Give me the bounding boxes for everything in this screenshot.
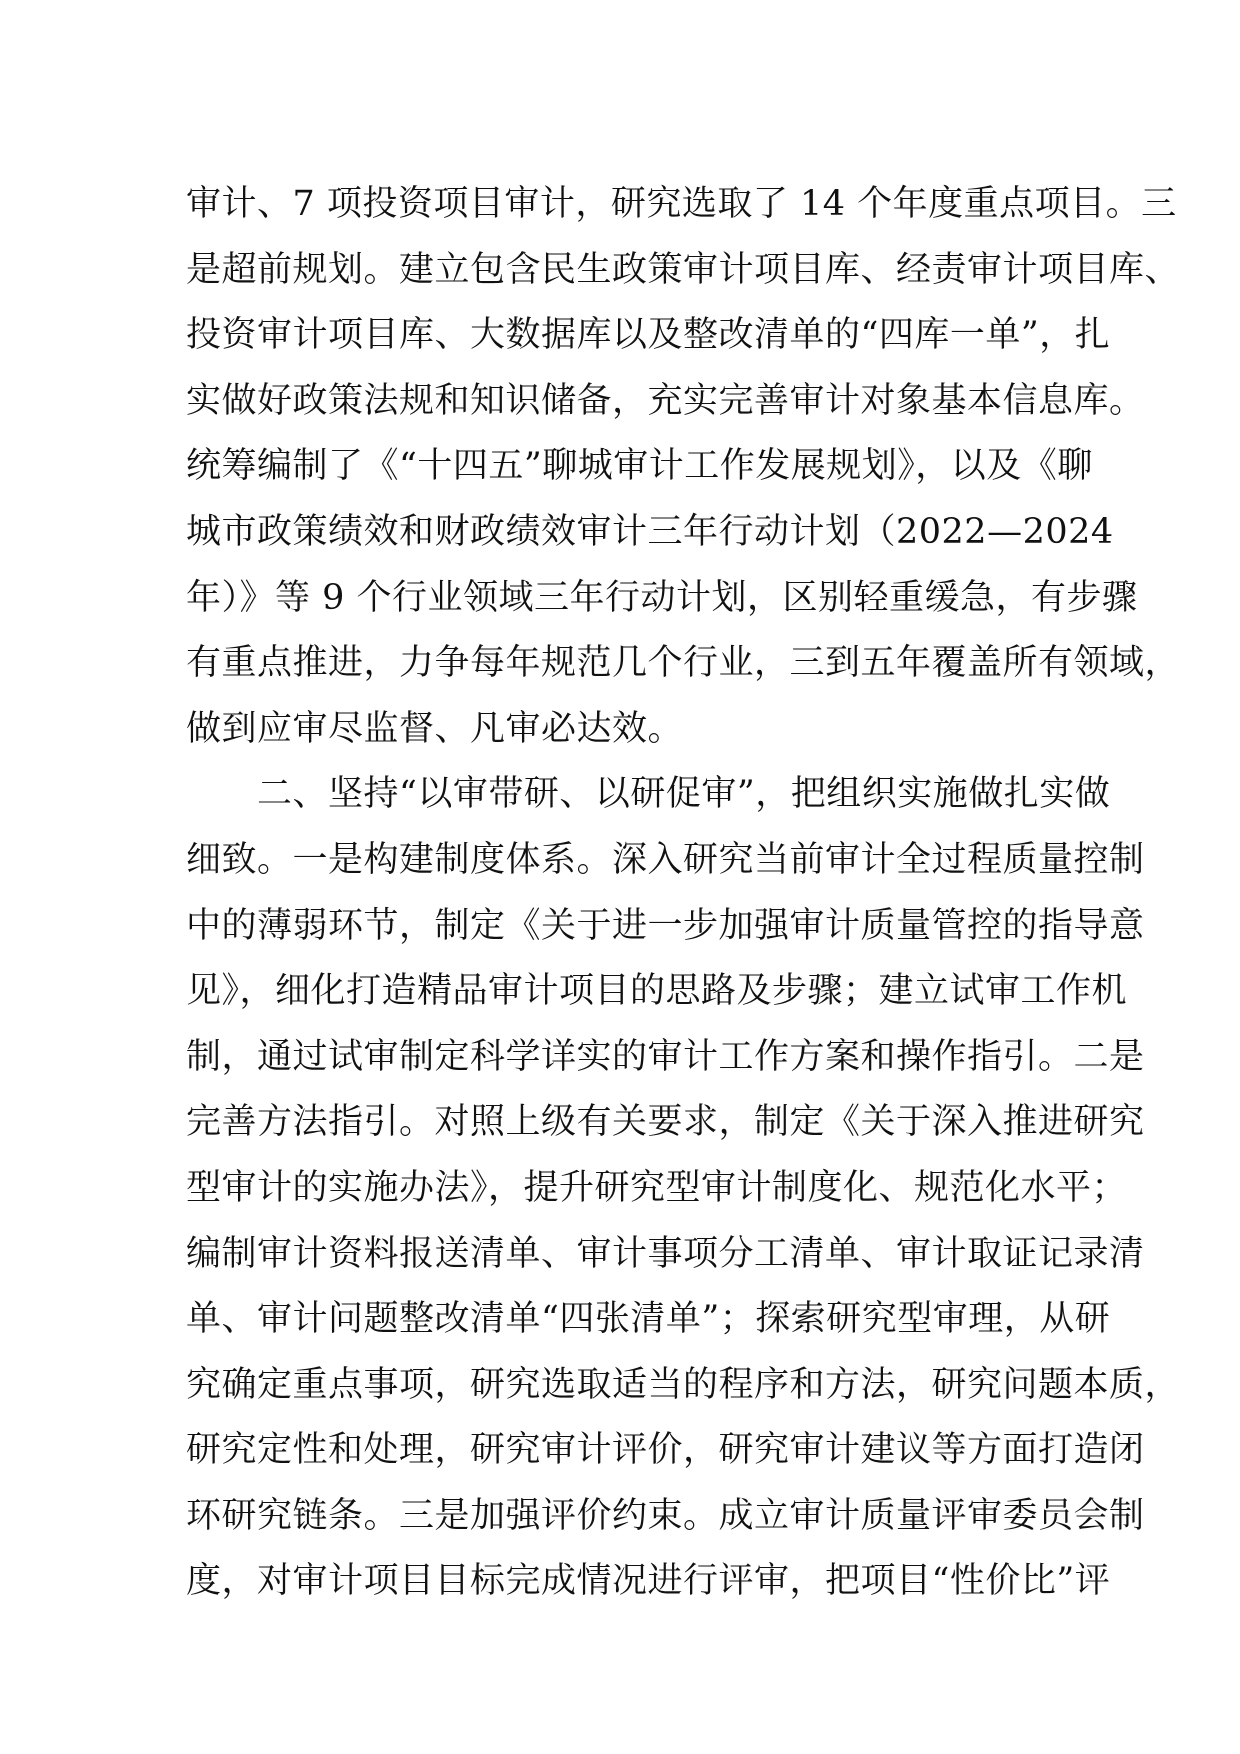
text-line: 投资审计项目库、大数据库以及整改清单的“四库一单”，扎 (186, 315, 1111, 356)
text-line: 实做好政策法规和知识储备，充实完善审计对象基本信息库。 (186, 380, 1145, 421)
text-line: 城市政策绩效和财政绩效审计三年行动计划（2022—2024 (186, 511, 1114, 552)
text-line: 做到应审尽监督、凡审必达效。 (186, 708, 684, 749)
text-line: 完善方法指引。对照上级有关要求，制定《关于深入推进研究 (186, 1102, 1145, 1143)
text-line: 单、审计问题整改清单“四张清单”；探索研究型审理，从研 (186, 1299, 1111, 1340)
text-line: 见》，细化打造精品审计项目的思路及步骤；建立试审工作机 (186, 971, 1128, 1012)
paragraph-start-line: 二、坚持“以审带研、以研促审”，把组织实施做扎实做 (186, 774, 1111, 815)
text-line: 年）》等 9 个行业领域三年行动计划，区别轻重缓急，有步骤 (186, 577, 1138, 618)
text-line: 型审计的实施办法》，提升研究型审计制度化、规范化水平； (186, 1167, 1128, 1208)
text-line: 中的薄弱环节，制定《关于进一步加强审计质量管控的指导意 (186, 905, 1145, 946)
text-line: 编制审计资料报送清单、审计事项分工清单、审计取证记录清 (186, 1233, 1145, 1274)
text-line: 制，通过试审制定科学详实的审计工作方案和操作指引。二是 (186, 1036, 1145, 1077)
text-line: 研究定性和处理，研究审计评价，研究审计建议等方面打造闭 (186, 1430, 1145, 1471)
text-line: 统筹编制了《“十四五”聊城审计工作发展规划》，以及《聊 (186, 446, 1093, 487)
text-line: 究确定重点事项，研究选取适当的程序和方法，研究问题本质， (186, 1364, 1181, 1405)
text-line: 审计、7 项投资项目审计，研究选取了 14 个年度重点项目。三 (186, 184, 1177, 224)
body-text (186, 172, 1181, 1615)
text-line: 细致。一是构建制度体系。深入研究当前审计全过程质量控制 (186, 839, 1145, 880)
text-line: 是超前规划。建立包含民生政策审计项目库、经责审计项目库、 (186, 249, 1181, 290)
text-line: 度，对审计项目目标完成情况进行评审，把项目“性价比”评 (186, 1561, 1111, 1602)
text-line: 有重点推进，力争每年规范几个行业，三到五年覆盖所有领域， (186, 643, 1181, 684)
text-line: 环研究链条。三是加强评价约束。成立审计质量评审委员会制 (186, 1495, 1145, 1536)
